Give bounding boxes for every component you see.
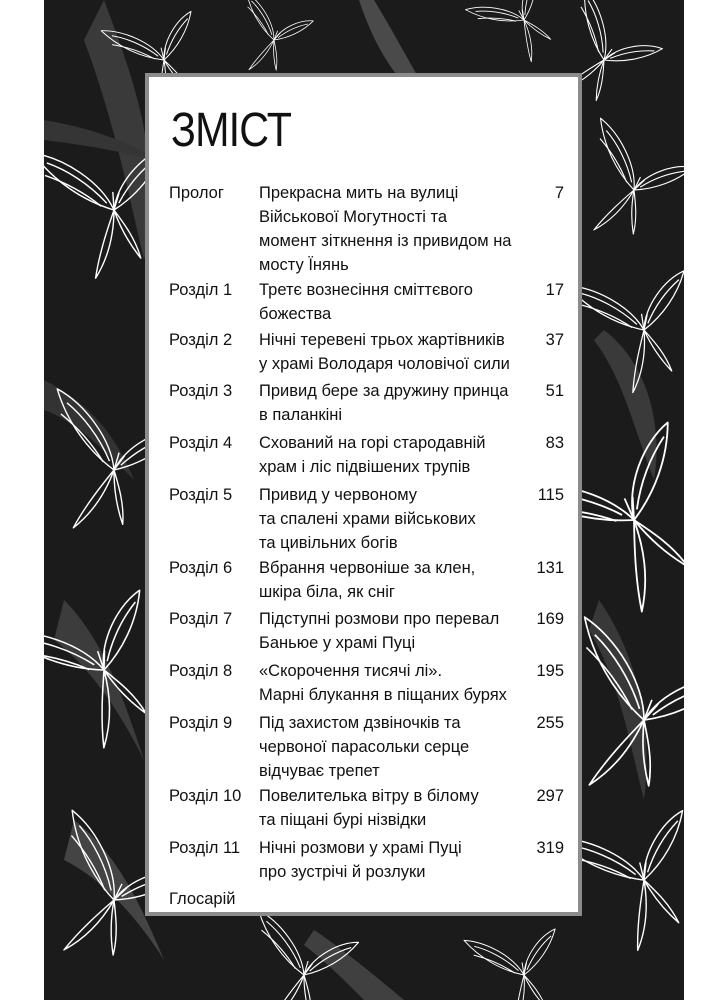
- toc-entry-page-number: 169: [536, 610, 564, 628]
- toc-entry-label: Розділ 9: [169, 714, 233, 732]
- toc-title: ЗМІСТ: [171, 104, 292, 157]
- toc-entry-title: [259, 659, 549, 707]
- toc-entry-label: Розділ 1: [169, 281, 233, 299]
- toc-entry-title-line: Повелителька вітру в білому: [259, 787, 479, 805]
- toc-entry-title-line: Під захистом дзвіночків та: [259, 714, 461, 732]
- toc-entry-title: [259, 278, 549, 326]
- toc-entry-page-number: 131: [536, 559, 564, 577]
- toc-entry-title-line: шкіра біла, як сніг: [259, 583, 395, 601]
- toc-entry-title: [259, 711, 549, 783]
- toc-entry-page-number: 319: [536, 839, 564, 857]
- toc-entry-page-number: 195: [536, 662, 564, 680]
- table-of-contents-panel: [145, 73, 582, 916]
- toc-entry-page-number: 255: [536, 714, 564, 732]
- toc-entry-title-line: Підступні розмови про перевал: [259, 610, 500, 628]
- toc-entry-label: Розділ 2: [169, 331, 233, 349]
- toc-entry-title-line: момент зіткнення із привидом на: [259, 232, 512, 250]
- toc-entry-title-line: та цивільних богів: [259, 534, 398, 552]
- toc-entry-title-line: відчуває трепет: [259, 762, 380, 780]
- toc-entry-title-line: в паланкіні: [259, 406, 343, 424]
- toc-entry-label: Розділ 10: [169, 787, 242, 805]
- toc-entry-title: [259, 483, 549, 555]
- toc-entry-title-line: Марні блукання в піщаних бурях: [259, 686, 507, 704]
- toc-entry-title-line: храм і ліс підвішених трупів: [259, 458, 471, 476]
- toc-entry-title: [259, 328, 549, 376]
- toc-entry-title-line: про зустрічі й розлуки: [259, 863, 426, 881]
- toc-entry-title-line: у храмі Володаря чоловічої сили: [259, 355, 510, 373]
- toc-entry-title: [259, 836, 549, 884]
- toc-entry-page-number: 7: [554, 184, 564, 202]
- toc-entry-title-line: Вбрання червоніше за клен,: [259, 559, 476, 577]
- toc-entry-title: [259, 607, 549, 655]
- toc-entry-label: Розділ 5: [169, 486, 233, 504]
- toc-entry-title: [259, 181, 549, 277]
- toc-entry-label: Пролог: [169, 184, 224, 202]
- toc-entry-label: Розділ 6: [169, 559, 233, 577]
- toc-entry-page-number: 51: [545, 382, 564, 400]
- toc-entry-title-line: Нічні теревені трьох жартівників: [259, 331, 505, 349]
- toc-entry-title-line: «Скорочення тисячі лі».: [259, 662, 443, 680]
- toc-entry-title-line: Військової Могутності та: [259, 208, 448, 226]
- toc-entry-title-line: Схований на горі стародавній: [259, 434, 486, 452]
- toc-entry-title: [259, 556, 549, 604]
- toc-entry-label: Глосарій: [169, 890, 236, 908]
- toc-entry-title-line: Прекрасна мить на вулиці: [259, 184, 459, 202]
- toc-entry-title: [259, 784, 549, 832]
- toc-entry-title-line: Третє вознесіння сміттєвого: [259, 281, 473, 299]
- toc-entry-page-number: 297: [536, 787, 564, 805]
- toc-entry-title-line: Нічні розмови у храмі Пуці: [259, 839, 462, 857]
- toc-entry-page-number: 115: [537, 486, 564, 504]
- toc-entry-title: [259, 431, 549, 479]
- toc-entry-page-number: 37: [545, 331, 564, 349]
- toc-entry-label: Розділ 11: [169, 839, 241, 857]
- toc-entry-title-line: Привид бере за дружину принца: [259, 382, 509, 400]
- toc-entry-title-line: Привид у червоному: [259, 486, 418, 504]
- toc-entry-title-line: божества: [259, 305, 332, 323]
- toc-entry-label: Розділ 4: [169, 434, 233, 452]
- toc-entry-title-line: та спалені храми військових: [259, 510, 476, 528]
- toc-entry-title-line: та піщані бурі нізвідки: [259, 811, 427, 829]
- toc-entry-label: Розділ 7: [169, 610, 233, 628]
- toc-entry-title-line: мосту Їнянь: [259, 256, 349, 274]
- toc-entry-title-line: червоної парасольки серце: [259, 738, 470, 756]
- toc-entry-page-number: 83: [545, 434, 564, 452]
- toc-entry-title-line: Баньюе у храмі Пуці: [259, 634, 416, 652]
- toc-entry-label: Розділ 8: [169, 662, 233, 680]
- toc-entry-page-number: 17: [545, 281, 564, 299]
- toc-entry-title: [259, 379, 549, 427]
- toc-entry-label: Розділ 3: [169, 382, 233, 400]
